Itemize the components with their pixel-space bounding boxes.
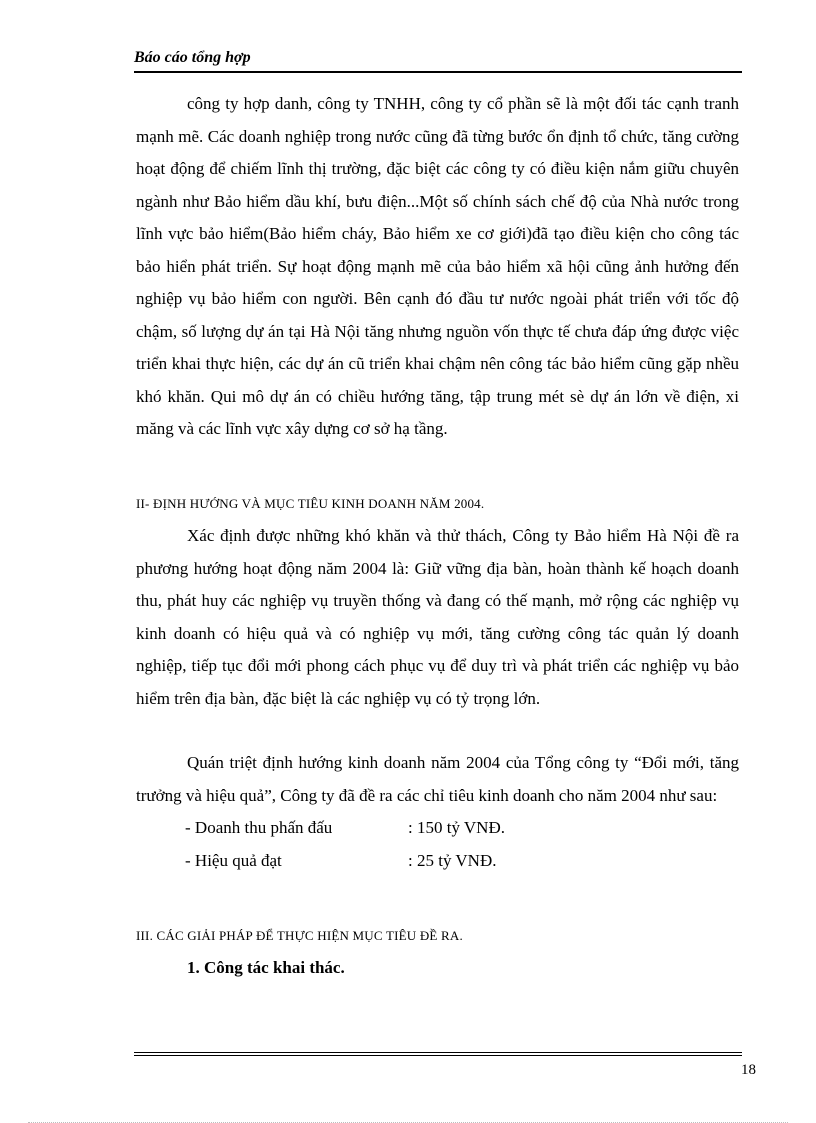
page-number: 18 [741, 1062, 756, 1078]
footer-rule [134, 1052, 742, 1056]
target-value: : 25 tỷ VNĐ. [408, 850, 497, 870]
header-title: Báo cáo tổng hợp [134, 49, 251, 66]
section-heading-iii: III. CÁC GIẢI PHÁP ĐỂ THỰC HIỆN MỤC TIÊU ĐỀ RA. [136, 928, 463, 943]
target-row-revenue [136, 812, 739, 845]
paragraph-direction: Xác định được những khó khăn và thử thách, Công ty Bảo hiểm Hà Nội đề ra phương hướng hoạt động năm 2004 là: Giữ vững địa bàn, hoàn thành kế hoạch doanh thu, phát huy các nghiệp vụ truyền thống và đang có thế mạnh, mở rộng các nghiệp vụ kinh doanh có hiệu quả và có nghiệp vụ mới, tăng cường công tác quản lý doanh nghiệp, tiếp tục đổi mới phong cách phục vụ để duy trì và phát triển các nghiệp vụ bảo hiểm trên địa bàn, đặc biệt là các nghiệp vụ có tỷ trọng lớn. [136, 526, 739, 708]
target-label: - Doanh thu phấn đấu [185, 818, 333, 837]
direction-section [136, 520, 739, 715]
target-value: : 150 tỷ VNĐ. [408, 818, 505, 837]
header-rule [134, 71, 742, 73]
subsection-1 [136, 952, 739, 984]
intro-section [136, 88, 739, 446]
section-iii [136, 928, 739, 944]
paragraph-targets-intro: Quán triệt định hướng kinh doanh năm 2004 của Tổng công ty “Đổi mới, tăng trưởng và hiệu quả”, Công ty đã đề ra các chỉ tiêu kinh doanh cho năm 2004 như sau: [136, 753, 739, 805]
paragraph-competition: công ty hợp danh, công ty TNHH, công ty cổ phần sẽ là một đối tác cạnh tranh mạnh mẽ. Các doanh nghiệp trong nước cũng đã từng bước ổn định tổ chức, tăng cường hoạt động để chiếm lĩnh thị trường, đặc biệt các công ty có điều kiện nắm giữu chuyên ngành như Bảo hiểm dầu khí, bưu điện...Một số chính sách chế độ của Nhà nước trong lĩnh vực bảo hiểm(Bảo hiểm cháy, Bảo hiểm xe cơ giới)đã tạo điều kiện cho công tác bảo hiển phát triển. Sự hoạt động mạnh mẽ của bảo hiểm xã hội cũng ảnh hưởng đến nghiệp vụ bảo hiểm con người. Bên cạnh đó đầu tư nước ngoài phát triển với tốc độ chậm, số lượng dự án tại Hà Nội tăng nhưng nguồn vốn thực tế chưa đáp ứng được việc triển khai thực hiện, các dự án cũ triển khai chậm nên công tác bảo hiểm cũng gặp nhều khó khăn. Qui mô dự án có chiều hướng tăng, tập trung mét sè dự án lớn về điện, xi măng và các lĩnh vực xây dựng cơ sở hạ tầng. [136, 94, 739, 438]
page-header [134, 47, 742, 73]
target-label: - Hiệu quả đạt [185, 850, 282, 870]
target-row-efficiency [136, 845, 739, 878]
section-heading-ii: II- ĐỊNH HƯỚNG VÀ MỤC TIÊU KINH DOANH NĂM 2004. [136, 496, 485, 511]
targets-section [136, 747, 739, 877]
subsection-heading: 1. Công tác khai thác. [187, 958, 345, 977]
section-ii [136, 496, 739, 512]
